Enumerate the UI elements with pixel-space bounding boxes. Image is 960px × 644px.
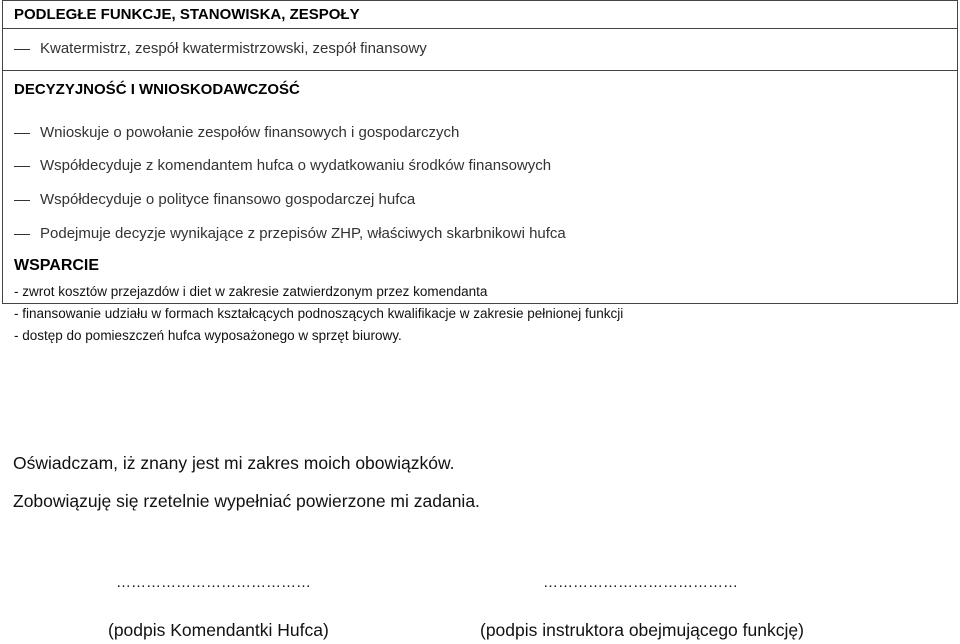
dash-bullet-icon <box>14 49 30 50</box>
section-heading-subordinates: PODLEGŁE FUNKCJE, STANOWISKA, ZESPOŁY <box>14 6 360 23</box>
dash-bullet-icon <box>14 166 30 167</box>
responsibilities-table <box>2 0 958 343</box>
list-item <box>3 117 957 149</box>
dash-bullet-icon <box>14 200 30 201</box>
list-item-text: Podejmuje decyzje wynikające z przepisów ZHP, właściwych skarbnikowi hufca <box>40 225 566 242</box>
list-item <box>3 29 957 69</box>
signature-line-left: ………………………………… <box>116 574 311 591</box>
list-item <box>3 149 957 183</box>
empty-space <box>3 347 957 405</box>
signature-label-commander: (podpis Komendantki Hufca) <box>108 620 329 640</box>
section-subordinates-items-row <box>3 28 957 70</box>
list-item-text: Współdecyduje z komendantem hufca o wydatkowaniu środków finansowych <box>40 157 552 174</box>
list-item-text: Kwatermistrz, zespół kwatermistrzowski, zespół finansowy <box>40 40 427 57</box>
list-item <box>3 183 957 217</box>
signature-line-right: ………………………………… <box>543 574 738 591</box>
support-line: - zwrot kosztów przejazdów i diet w zakresie zatwierdzonym przez komendanta <box>14 284 488 299</box>
section-heading-support: WSPARCIE <box>14 257 100 274</box>
signature-label-instructor: (podpis instruktora obejmującego funkcję) <box>480 620 804 640</box>
list-item <box>3 217 957 251</box>
section-subordinates-heading-row <box>3 0 957 28</box>
support-line: - finansowanie udziału w formach kształcących podnoszących kwalifikacje w zakresie pełnionej funkcji <box>14 306 624 321</box>
section-heading-decision: DECYZYJNOŚĆ I WNIOSKODAWCZOŚĆ <box>14 81 300 98</box>
dash-bullet-icon <box>14 133 30 134</box>
statement-commitment: Zobowiązuję się rzetelnie wypełniać powierzone mi zadania. <box>13 491 480 511</box>
list-item-text: Współdecyduje o polityce finansowo gospodarczej hufca <box>40 191 416 208</box>
section-decision-items-row <box>3 117 957 343</box>
list-item-text: Wnioskuje o powołanie zespołów finansowych i gospodarczych <box>40 124 460 141</box>
support-line: - dostęp do pomieszczeń hufca wyposażonego w sprzęt biurowy. <box>14 328 402 343</box>
support-list <box>3 281 957 347</box>
section-decision-heading-row <box>3 70 957 117</box>
statement-duties: Oświadczam, iż znany jest mi zakres moich obowiązków. <box>13 453 455 473</box>
dash-bullet-icon <box>14 234 30 235</box>
